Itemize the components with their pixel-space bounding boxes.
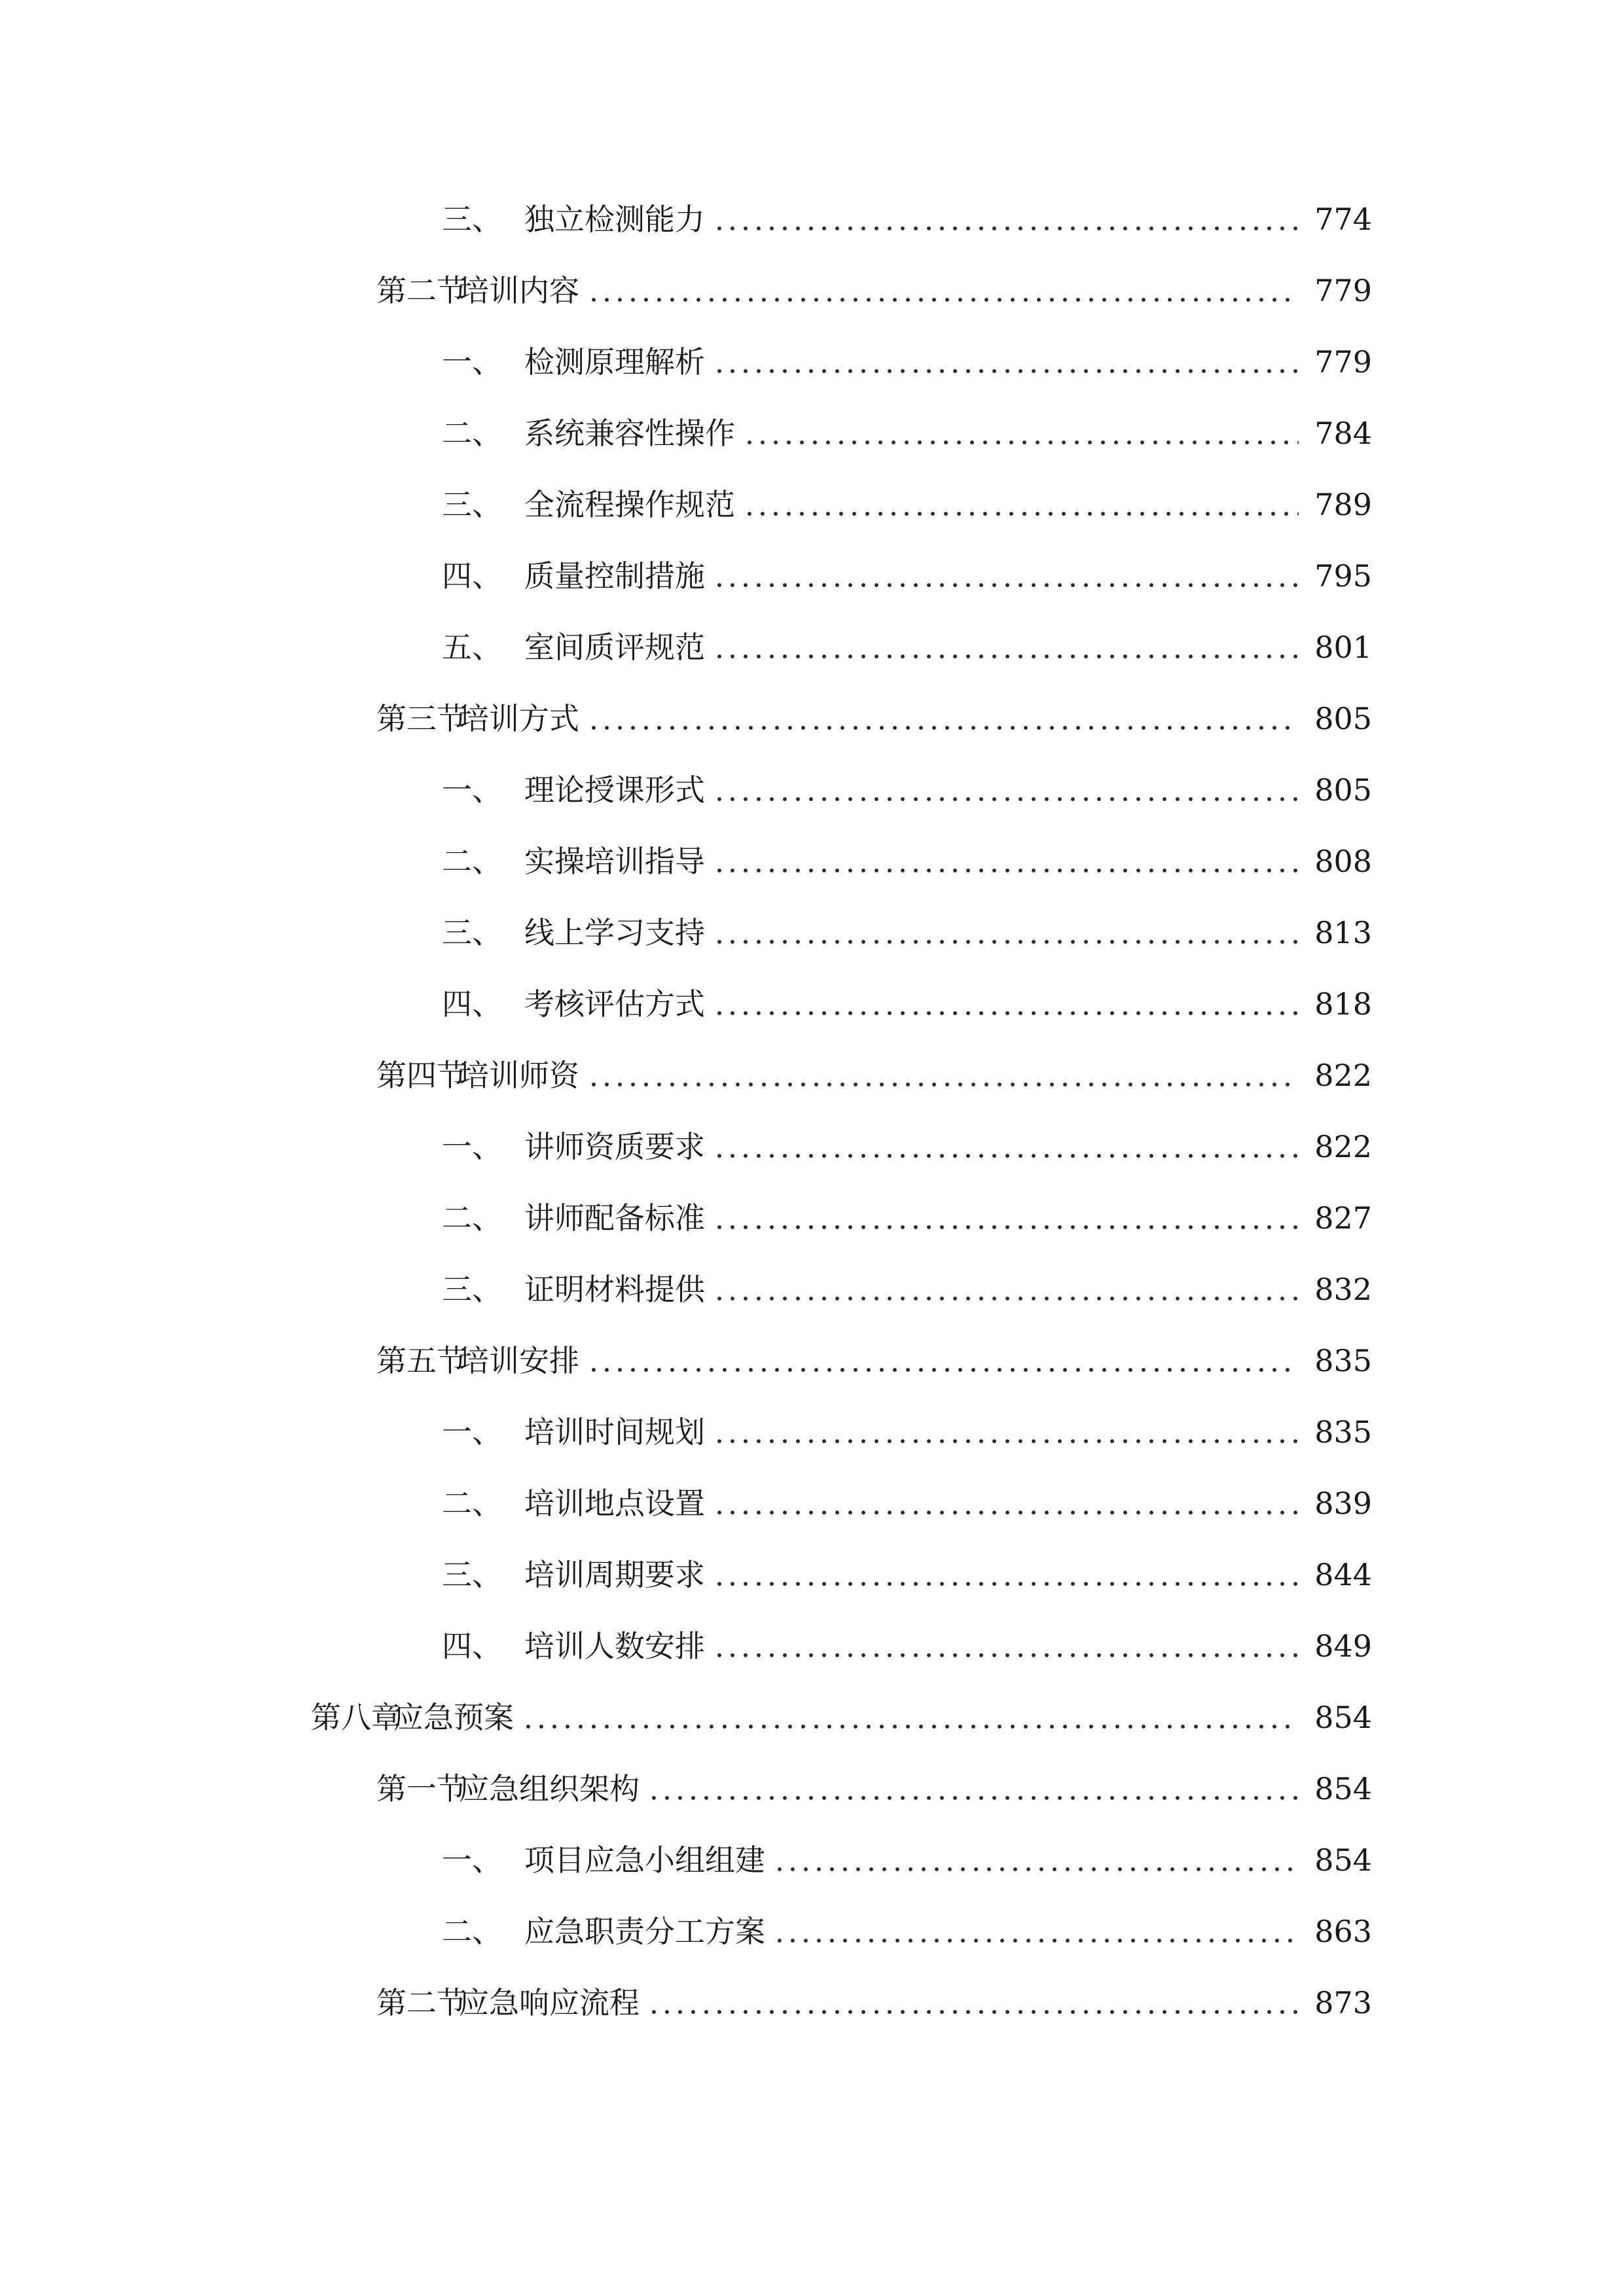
page-number: 818 xyxy=(1314,986,1372,1022)
entry-number: 第二节 xyxy=(376,1985,467,2020)
entry-title: 应急职责分工方案 xyxy=(524,1914,765,1949)
page-number: 863 xyxy=(1314,1914,1372,1949)
entry-title: 应急组织架构 xyxy=(459,1771,640,1806)
page-number: 813 xyxy=(1314,915,1372,950)
dot-leader xyxy=(713,940,1299,944)
entry-number: 一、 xyxy=(442,1842,502,1878)
dot-leader xyxy=(713,583,1299,587)
entry-title: 培训安排 xyxy=(459,1343,579,1378)
toc-entry[interactable] xyxy=(442,550,1372,602)
dot-leader xyxy=(587,1368,1299,1372)
dot-leader xyxy=(713,1154,1299,1158)
dot-leader xyxy=(713,369,1299,373)
page-number: 854 xyxy=(1314,1700,1372,1735)
entry-title: 培训内容 xyxy=(459,273,579,308)
entry-number: 三、 xyxy=(442,487,502,522)
entry-title: 系统兼容性操作 xyxy=(524,416,735,451)
dot-leader xyxy=(713,1011,1299,1015)
entry-number: 第一节 xyxy=(376,1771,467,1806)
dot-leader xyxy=(522,1725,1299,1729)
dot-leader xyxy=(587,1083,1299,1086)
entry-number: 四、 xyxy=(442,1628,502,1664)
entry-number: 二、 xyxy=(442,1486,502,1521)
page-number: 839 xyxy=(1314,1486,1372,1521)
entry-title: 项目应急小组组建 xyxy=(524,1842,765,1878)
page-number: 854 xyxy=(1314,1771,1372,1806)
dot-leader xyxy=(773,1867,1299,1871)
page-number: 805 xyxy=(1314,701,1372,736)
page-number: 795 xyxy=(1314,558,1372,594)
page-number: 774 xyxy=(1314,202,1372,237)
entry-title: 检测原理解析 xyxy=(524,344,705,380)
entry-title: 讲师资质要求 xyxy=(524,1129,705,1164)
toc-entry[interactable] xyxy=(442,478,1372,531)
toc-entry[interactable] xyxy=(311,1691,1372,1744)
entry-title: 培训时间规划 xyxy=(524,1414,705,1450)
dot-leader xyxy=(647,1796,1299,1800)
page-number: 854 xyxy=(1314,1842,1372,1878)
page-number: 849 xyxy=(1314,1628,1372,1664)
entry-number: 一、 xyxy=(442,1129,502,1164)
toc-entry[interactable] xyxy=(376,1763,1372,1815)
entry-number: 第八章 xyxy=(311,1700,401,1735)
page-number: 779 xyxy=(1314,344,1372,380)
page-number: 822 xyxy=(1314,1129,1372,1164)
toc-entry[interactable] xyxy=(376,1335,1372,1387)
entry-number: 三、 xyxy=(442,202,502,237)
dot-leader xyxy=(743,512,1299,516)
toc-entry[interactable] xyxy=(442,336,1372,388)
toc-entry[interactable] xyxy=(376,692,1372,745)
toc-entry[interactable] xyxy=(442,978,1372,1030)
entry-number: 一、 xyxy=(442,1414,502,1450)
entry-title: 全流程操作规范 xyxy=(524,487,735,522)
dot-leader xyxy=(743,440,1299,444)
toc-entry[interactable] xyxy=(376,1049,1372,1102)
entry-title: 培训人数安排 xyxy=(524,1628,705,1664)
entry-number: 四、 xyxy=(442,986,502,1022)
entry-number: 第四节 xyxy=(376,1058,467,1093)
entry-title: 证明材料提供 xyxy=(524,1272,705,1307)
toc-entry[interactable] xyxy=(442,1263,1372,1316)
page-number: 779 xyxy=(1314,273,1372,308)
dot-leader xyxy=(713,1439,1299,1443)
entry-number: 三、 xyxy=(442,1557,502,1592)
page-number: 873 xyxy=(1314,1985,1372,2020)
toc-entry[interactable] xyxy=(442,193,1372,245)
entry-number: 二、 xyxy=(442,844,502,879)
toc-entry[interactable] xyxy=(376,264,1372,317)
toc-entry[interactable] xyxy=(442,1192,1372,1244)
dot-leader xyxy=(587,298,1299,302)
page-number: 835 xyxy=(1314,1343,1372,1378)
toc-entry[interactable] xyxy=(376,1977,1372,2029)
toc-entry[interactable] xyxy=(442,1121,1372,1173)
entry-title: 应急响应流程 xyxy=(459,1985,640,2020)
toc-entry[interactable] xyxy=(442,906,1372,959)
toc-entry[interactable] xyxy=(442,1477,1372,1530)
toc-entry[interactable] xyxy=(442,1905,1372,1958)
entry-number: 一、 xyxy=(442,344,502,380)
entry-title: 讲师配备标准 xyxy=(524,1200,705,1236)
entry-title: 室间质评规范 xyxy=(524,630,705,665)
dot-leader xyxy=(713,1582,1299,1586)
page-number: 805 xyxy=(1314,772,1372,808)
entry-number: 四、 xyxy=(442,558,502,594)
entry-title: 考核评估方式 xyxy=(524,986,705,1022)
dot-leader xyxy=(713,1653,1299,1657)
entry-number: 二、 xyxy=(442,416,502,451)
entry-title: 理论授课形式 xyxy=(524,772,705,808)
entry-number: 第五节 xyxy=(376,1343,467,1378)
toc-entry[interactable] xyxy=(442,621,1372,673)
toc-entry[interactable] xyxy=(442,764,1372,816)
entry-number: 五、 xyxy=(442,630,502,665)
toc-entry[interactable] xyxy=(442,1834,1372,1886)
toc-entry[interactable] xyxy=(442,835,1372,888)
entry-number: 二、 xyxy=(442,1914,502,1949)
toc-entry[interactable] xyxy=(442,407,1372,459)
page-number: 827 xyxy=(1314,1200,1372,1236)
entry-title: 培训地点设置 xyxy=(524,1486,705,1521)
dot-leader xyxy=(713,1511,1299,1515)
entry-title: 应急预案 xyxy=(393,1700,514,1735)
entry-title: 培训周期要求 xyxy=(524,1557,705,1592)
page-number: 835 xyxy=(1314,1414,1372,1450)
page-number: 832 xyxy=(1314,1272,1372,1307)
entry-title: 质量控制措施 xyxy=(524,558,705,594)
dot-leader xyxy=(713,1225,1299,1229)
page-number: 789 xyxy=(1314,487,1372,522)
dot-leader xyxy=(713,226,1299,230)
dot-leader xyxy=(587,726,1299,730)
page-number: 844 xyxy=(1314,1557,1372,1592)
entry-title: 线上学习支持 xyxy=(524,915,705,950)
entry-number: 二、 xyxy=(442,1200,502,1236)
dot-leader xyxy=(773,1939,1299,1943)
toc-entry[interactable] xyxy=(442,1549,1372,1601)
entry-title: 培训师资 xyxy=(459,1058,579,1093)
entry-title: 培训方式 xyxy=(459,701,579,736)
page-number: 784 xyxy=(1314,416,1372,451)
toc-entry[interactable] xyxy=(442,1620,1372,1672)
entry-title: 实操培训指导 xyxy=(524,844,705,879)
entry-number: 第二节 xyxy=(376,273,467,308)
dot-leader xyxy=(713,869,1299,872)
dot-leader xyxy=(713,655,1299,658)
entry-number: 第三节 xyxy=(376,701,467,736)
entry-title: 独立检测能力 xyxy=(524,202,705,237)
page-number: 822 xyxy=(1314,1058,1372,1093)
entry-number: 三、 xyxy=(442,915,502,950)
entry-number: 三、 xyxy=(442,1272,502,1307)
page-number: 808 xyxy=(1314,844,1372,879)
page-number: 801 xyxy=(1314,630,1372,665)
dot-leader xyxy=(713,797,1299,801)
dot-leader xyxy=(647,2010,1299,2014)
dot-leader xyxy=(713,1297,1299,1300)
toc-entry[interactable] xyxy=(442,1406,1372,1458)
entry-number: 一、 xyxy=(442,772,502,808)
